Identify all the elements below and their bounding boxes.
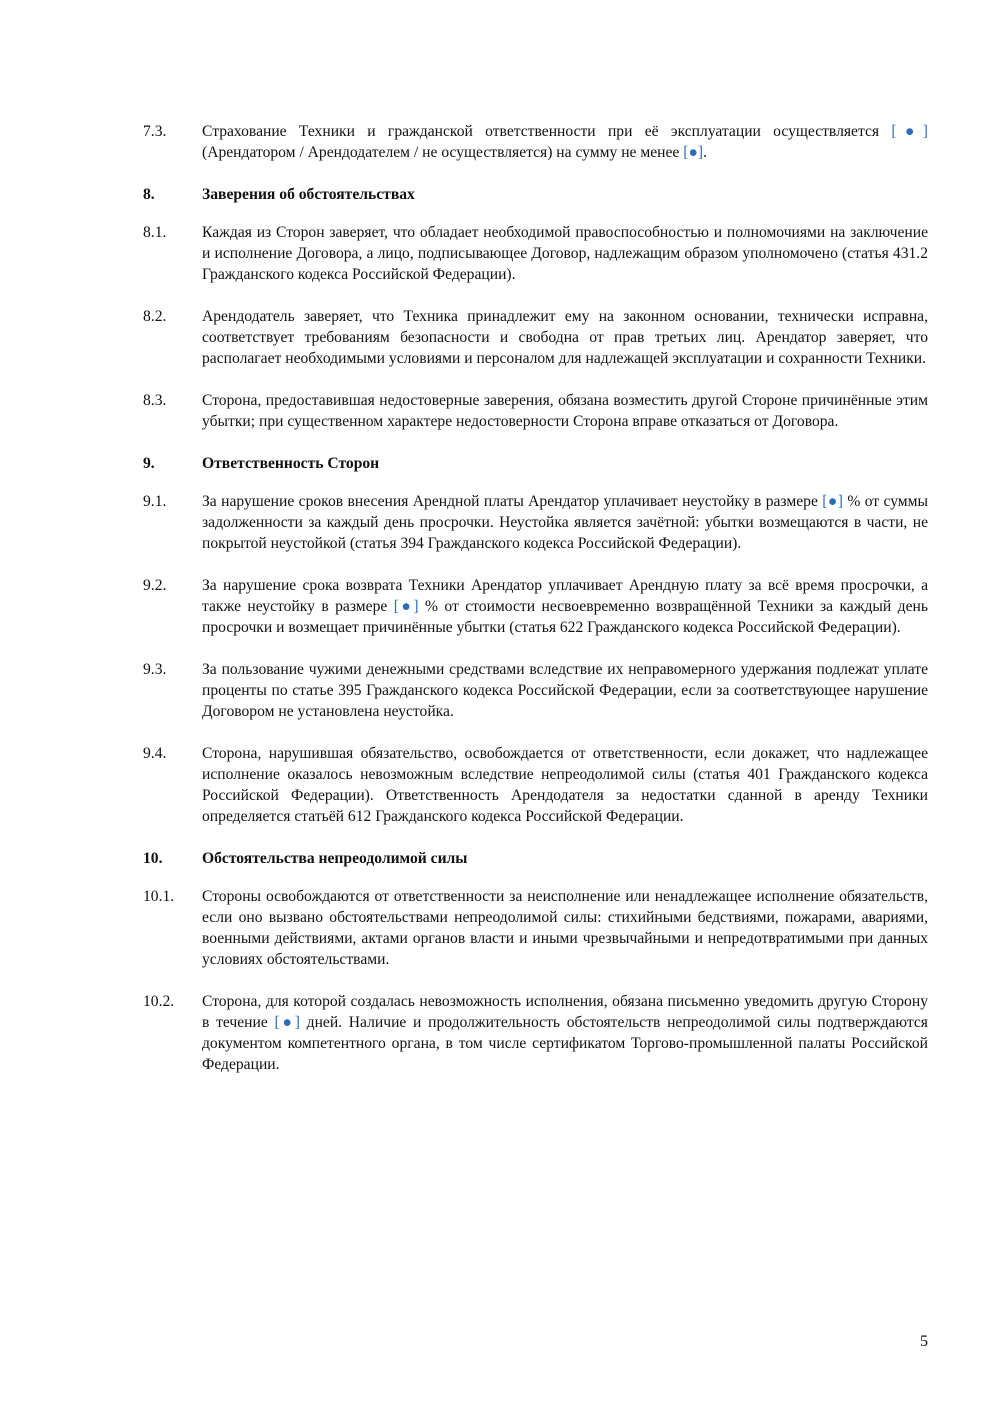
clause-number: 8.2. (143, 308, 167, 325)
clause-text (202, 659, 928, 722)
document-body (143, 121, 928, 1096)
clause-paragraph (143, 991, 928, 1075)
text-run: Арендодатель заверяет, что Техника принадлежит ему на законном основании, технически исправна, соответствует требованиям безопасности и свободна от прав третьих лиц. Арендатор заверяет, что располагает необходимыми условиями и персоналом для надлежащей эксплуатации и сохранности Техники. (202, 308, 928, 367)
section-number: 9. (143, 455, 155, 472)
text-run: За нарушение сроков внесения Арендной платы Арендатор уплачивает неустойку в размере (202, 493, 823, 510)
placeholder-marker: [●] (393, 598, 419, 615)
clause-text (202, 743, 928, 827)
text-run: дней. Наличие и продолжительность обстоятельств непреодолимой силы подтверждаются документом компетентного органа, в том числе сертификатом Торгово-промышленной палаты Российской Федерации. (202, 1014, 928, 1073)
clause-paragraph (143, 121, 928, 163)
clause-paragraph (143, 886, 928, 970)
clause-text (202, 575, 928, 638)
placeholder-marker: [●] (891, 123, 928, 140)
clause-paragraph (143, 743, 928, 827)
clause-paragraph (143, 222, 928, 285)
clause-text (202, 222, 928, 285)
clause-paragraph (143, 491, 928, 554)
clause-paragraph (143, 575, 928, 638)
text-run: Стороны освобождаются от ответственности за неисполнение или ненадлежащее исполнение обязательств, если оно вызвано обстоятельствами непреодолимой силы: стихийными бедствиями, пожарами, авариями, военными действиями, актами органов власти и иными чрезвычайными и непредотвратимыми при данных условиях обстоятельствами. (202, 888, 928, 968)
clause-number: 9.1. (143, 493, 167, 510)
section-heading (143, 848, 928, 869)
section-title: Обстоятельства непреодолимой силы (202, 850, 468, 867)
clause-number: 8.3. (143, 392, 167, 409)
text-run: Сторона, нарушившая обязательство, освобождается от ответственности, если докажет, что надлежащее исполнение оказалось невозможным вследствие непреодолимой силы (статья 401 Гражданского кодекса Российской Федерации). Ответственность Арендодателя за недостатки сданной в аренду Техники определяется статьёй 612 Гражданского кодекса Российской Федерации. (202, 745, 928, 825)
clause-text (202, 491, 928, 554)
placeholder-marker: [●] (683, 144, 704, 161)
text-run: % от суммы задолженности за каждый день просрочки. Неустойка является зачётной: убытки возмещаются в части, не покрытой неустойкой (статья 394 Гражданского кодекса Российской Федерации). (202, 493, 928, 552)
section-number: 8. (143, 186, 155, 203)
text-run: Страхование Техники и гражданской ответственности при её эксплуатации осуществляется (202, 123, 892, 140)
text-run: Сторона, для которой создалась невозможность исполнения, обязана письменно уведомить другую Сторону в течение (202, 993, 928, 1031)
clause-number: 9.3. (143, 661, 167, 678)
clause-number: 7.3. (143, 123, 167, 140)
clause-text (202, 886, 928, 970)
text-run: . (703, 144, 707, 161)
clause-number: 10.1. (143, 888, 175, 905)
clause-number: 9.4. (143, 745, 167, 762)
section-number: 10. (143, 850, 163, 867)
clause-number: 8.1. (143, 224, 167, 241)
clause-paragraph (143, 306, 928, 369)
section-title: Ответственность Сторон (202, 455, 380, 472)
section-heading (143, 184, 928, 205)
clause-text (202, 306, 928, 369)
text-run: За нарушение срока возврата Техники Арендатор уплачивает Арендную плату за всё время просрочки, а также неустойку в размере (202, 577, 928, 615)
page-number: 5 (920, 1333, 928, 1350)
text-run: (Арендатором / Арендодателем / не осуществляется) на сумму не менее (202, 144, 684, 161)
text-run: За пользование чужими денежными средствами вследствие их неправомерного удержания подлежат уплате проценты по статье 395 Гражданского кодекса Российской Федерации, если за соответствующее нарушение Договором не установлена неустойка. (202, 661, 928, 720)
clause-number: 10.2. (143, 993, 175, 1010)
clause-text (202, 390, 928, 432)
clause-text (202, 991, 928, 1075)
clause-paragraph (143, 659, 928, 722)
section-heading (143, 453, 928, 474)
clause-paragraph (143, 390, 928, 432)
text-run: Каждая из Сторон заверяет, что обладает необходимой правоспособностью и полномочиями на заключение и исполнение Договора, а лицо, подписывающее Договор, надлежащим образом уполномочено (статья 431.2 Гражданского кодекса Российской Федерации). (202, 224, 928, 283)
placeholder-marker: [●] (822, 493, 843, 510)
placeholder-marker: [●] (274, 1014, 300, 1031)
section-title: Заверения об обстоятельствах (202, 186, 415, 203)
text-run: % от стоимости несвоевременно возвращённой Техники за каждый день просрочки и возмещает причинённые убытки (статья 622 Гражданского кодекса Российской Федерации). (202, 598, 928, 636)
clause-number: 9.2. (143, 577, 167, 594)
text-run: Сторона, предоставившая недостоверные заверения, обязана возместить другой Стороне причинённые этим убытки; при существенном характере недостоверности Сторона вправе отказаться от Договора. (202, 392, 928, 430)
clause-text (202, 121, 928, 163)
